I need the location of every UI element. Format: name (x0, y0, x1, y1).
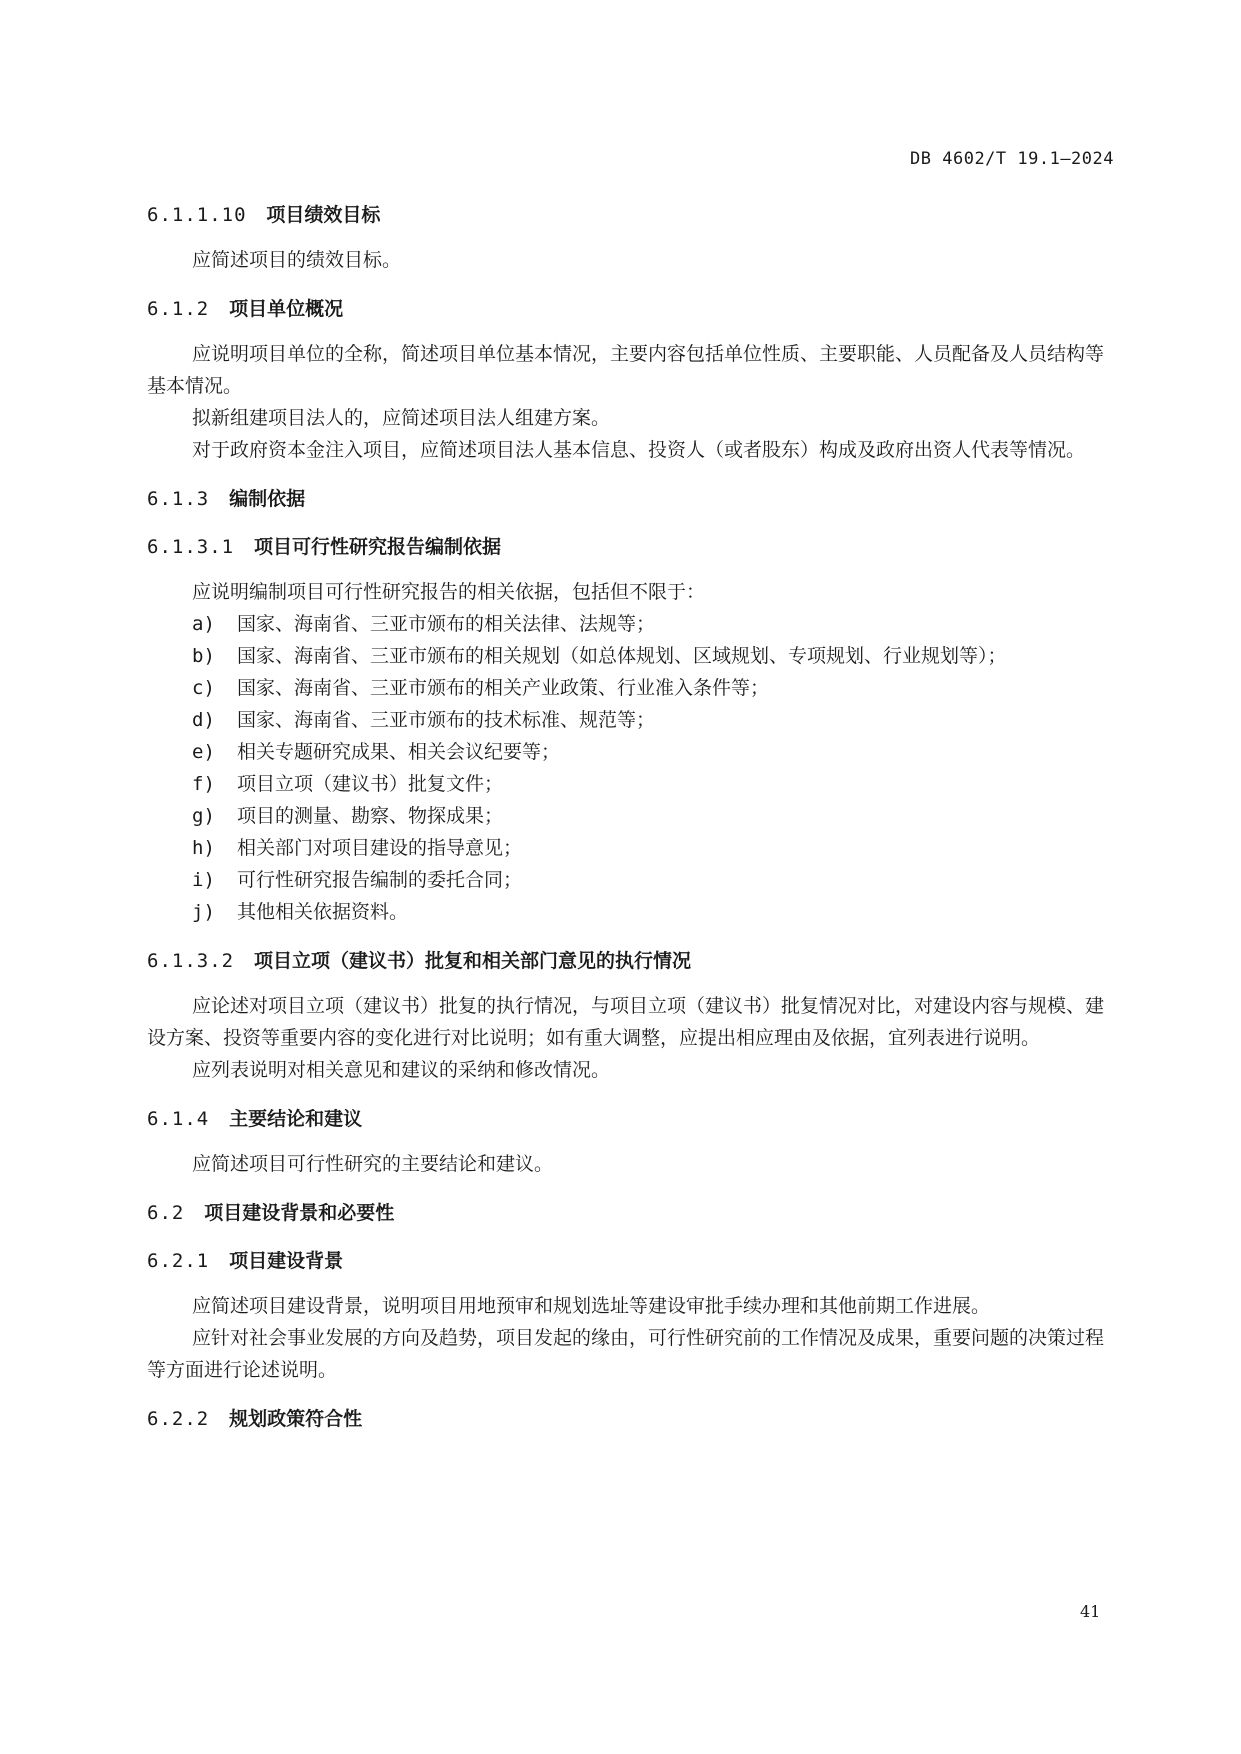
list-item-text: 国家、海南省、三亚市颁布的技术标准、规范等； (237, 709, 656, 731)
heading-number: 6.1.1.10 (147, 204, 247, 226)
heading-6-2-1 (147, 1246, 1119, 1276)
list-item (147, 736, 1119, 768)
list-marker: f) (192, 773, 215, 795)
heading-title: 项目建设背景 (229, 1250, 344, 1272)
paragraph: 应说明项目单位的全称，简述项目单位基本情况，主要内容包括单位性质、主要职能、人员配备及人员结构等基本情况。 (147, 343, 1105, 397)
list-marker: a) (192, 613, 215, 635)
list-item-text: 其他相关依据资料。 (237, 901, 409, 923)
paragraph: 拟新组建项目法人的，应简述项目法人组建方案。 (192, 407, 611, 429)
heading-6-1-2 (147, 294, 1119, 324)
list-item (147, 672, 1119, 704)
heading-title: 项目可行性研究报告编制依据 (253, 536, 501, 558)
list-item-text: 相关专题研究成果、相关会议纪要等； (237, 741, 561, 763)
heading-number: 6.2.1 (147, 1250, 210, 1272)
list-marker: d) (192, 709, 215, 731)
heading-number: 6.1.3 (147, 488, 210, 510)
heading-title: 主要结论和建议 (229, 1108, 363, 1130)
paragraph: 应简述项目可行性研究的主要结论和建议。 (192, 1153, 554, 1175)
heading-title: 规划政策符合性 (229, 1408, 363, 1430)
heading-number: 6.2 (147, 1202, 185, 1224)
heading-title: 编制依据 (229, 488, 306, 510)
heading-title: 项目绩效目标 (266, 204, 381, 226)
list-item-text: 可行性研究报告编制的委托合同； (237, 869, 523, 891)
paragraph: 应简述项目的绩效目标。 (192, 249, 402, 271)
list-item-text: 项目立项（建议书）批复文件； (237, 773, 504, 795)
heading-6-1-3-2 (147, 946, 1119, 976)
list-marker: i) (192, 869, 215, 891)
standard-code: DB 4602/T 19.1—2024 (910, 149, 1114, 169)
heading-number: 6.1.3.2 (147, 950, 235, 972)
heading-title: 项目立项（建议书）批复和相关部门意见的执行情况 (253, 950, 691, 972)
page-number: 41 (1080, 1602, 1101, 1621)
paragraph: 对于政府资本金注入项目，应简述项目法人基本信息、投资人（或者股东）构成及政府出资人代表等情况。 (192, 439, 1086, 461)
heading-title: 项目单位概况 (229, 298, 344, 320)
list-item-text: 国家、海南省、三亚市颁布的相关规划（如总体规划、区域规划、专项规划、行业规划等）； (237, 645, 1007, 667)
list-marker: e) (192, 741, 215, 763)
heading-6-2-2 (147, 1404, 1119, 1434)
list-marker: b) (192, 645, 215, 667)
paragraph: 应针对社会事业发展的方向及趋势，项目发起的缘由，可行性研究前的工作情况及成果，重要问题的决策过程等方面进行论述说明。 (147, 1327, 1105, 1381)
list-item (147, 832, 1119, 864)
paragraph: 应论述对项目立项（建议书）批复的执行情况，与项目立项（建议书）批复情况对比，对建设内容与规模、建设方案、投资等重要内容的变化进行对比说明；如有重大调整，应提出相应理由及依据，宜列表进行说明。 (147, 995, 1105, 1049)
heading-number: 6.2.2 (147, 1408, 210, 1430)
list-item (147, 864, 1119, 896)
heading-title: 项目建设背景和必要性 (204, 1202, 395, 1224)
list-item (147, 800, 1119, 832)
list-marker: j) (192, 901, 215, 923)
list-item (147, 608, 1119, 640)
list-item (147, 640, 1119, 672)
document-body (147, 200, 1119, 1434)
list-item-text: 项目的测量、勘察、物探成果； (237, 805, 504, 827)
paragraph: 应简述项目建设背景，说明项目用地预审和规划选址等建设审批手续办理和其他前期工作进展。 (192, 1295, 991, 1317)
list-item (147, 768, 1119, 800)
list-item (147, 704, 1119, 736)
heading-6-1-3 (147, 484, 1119, 514)
heading-number: 6.1.2 (147, 298, 210, 320)
paragraph: 应说明编制项目可行性研究报告的相关依据，包括但不限于： (192, 581, 706, 603)
heading-number: 6.1.3.1 (147, 536, 235, 558)
list-item-text: 相关部门对项目建设的指导意见； (237, 837, 523, 859)
paragraph: 应列表说明对相关意见和建议的采纳和修改情况。 (192, 1059, 611, 1081)
heading-6-1-3-1 (147, 532, 1119, 562)
heading-6-1-4 (147, 1104, 1119, 1134)
list-item-text: 国家、海南省、三亚市颁布的相关法律、法规等； (237, 613, 656, 635)
list-item (147, 896, 1119, 928)
list-marker: c) (192, 677, 215, 699)
list-item-text: 国家、海南省、三亚市颁布的相关产业政策、行业准入条件等； (237, 677, 770, 699)
heading-6-2 (147, 1198, 1119, 1228)
heading-6-1-1-10 (147, 200, 1119, 230)
heading-number: 6.1.4 (147, 1108, 210, 1130)
basis-list (147, 608, 1119, 928)
list-marker: h) (192, 837, 215, 859)
list-marker: g) (192, 805, 215, 827)
